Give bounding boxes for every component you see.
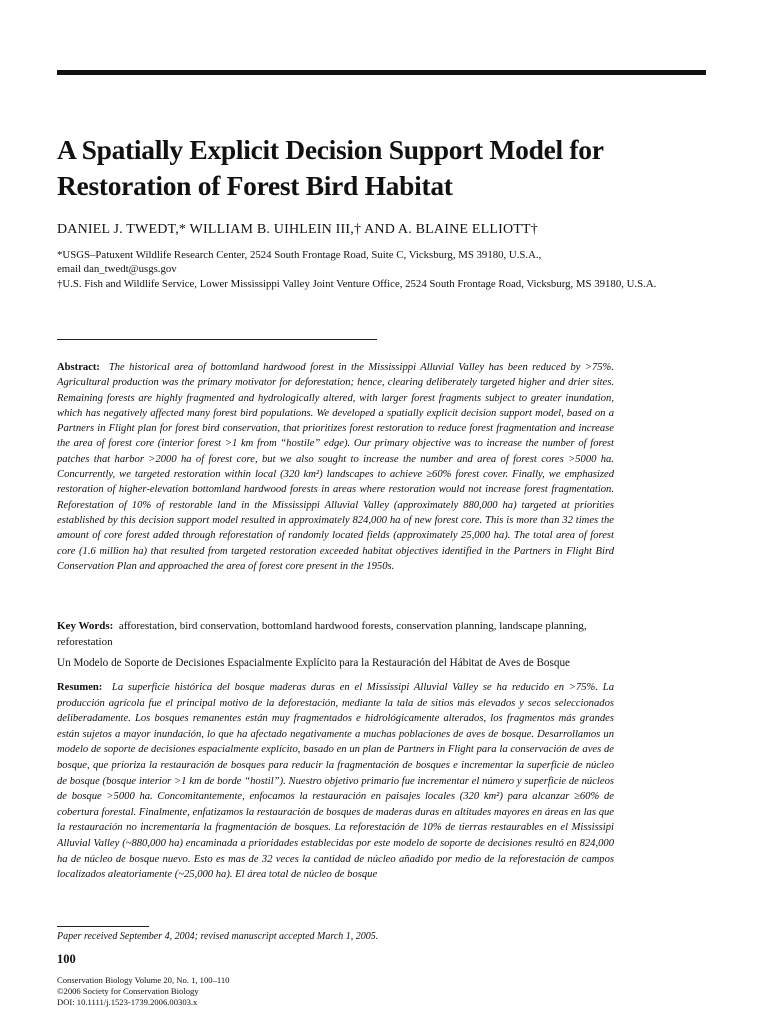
section-divider (57, 339, 377, 340)
abstract-label: Abstract: (57, 362, 100, 373)
doi-line: DOI: 10.1111/j.1523-1739.2006.00303.x (57, 997, 198, 1007)
resumen (57, 680, 614, 896)
journal-citation: Conservation Biology Volume 20, No. 1, 100–110 (57, 975, 230, 985)
copyright-line: ©2006 Society for Conservation Biology (57, 986, 199, 996)
resumen-text: La superficie histórica del bosque maderas duras en el Mississipi Alluvial Valley se ha reducido en >75%. La producción agrícola fue el principal motivo de la deforestación, mediante la tala de sitios más elevados y secos seleccionados deliberadamente. Los bosques remanentes están muy fragmentados e hidrológicamente alterados, los fragmentos más grandes están sujetos a mayor inundación, lo que ha afectado negativamente a muchas poblaciones de aves de bosque. Desarrollamos un modelo de soporte de decisiones espacialmente explícito, basado en un plan de Partners in Flight para la conservación de aves de bosque, que prioriza la restauración de bosques para reducir la fragmentación de bosques e incrementar la superficie de núcleo de bosque (bosque interior >1 km de borde “hostil”). Nuestro objetivo primario fue incrementar el número y superficie de núcleos de bosque >5000 ha. Concomitantemente, enfocamos la restauración en paisajes locales (320 km²) para alcanzar ≥60% de cobertura forestal. Finalmente, enfatizamos la restauración de bosques de maderas duras en altitudes mayores en áreas en las que la restauración no incrementaría la fragmentación de bosques. La reforestación de 10% de tierras restaurables en el Mississipi Alluvial Valley (~880,000 ha) encaminada a prioridades establecidas por este modelo de soporte de decisiones resultó en 824,000 ha de núcleo de bosque nuevo. Esto es mas de 32 veces la cantidad de núcleo añadido por medio de la reforestación de campos localizados aleatoriamente (~25,000 ha). El área total de núcleo de bosque (57, 682, 614, 881)
keywords-label: Key Words: (57, 620, 114, 632)
paper-title: A Spatially Explicit Decision Support Model for Restoration of Forest Bird Habitat (57, 134, 604, 201)
author-list: DANIEL J. TWEDT,* WILLIAM B. UIHLEIN III,† AND A. BLAINE ELLIOTT† (57, 222, 538, 237)
keywords-text: afforestation, bird conservation, bottomland hardwood forests, conservation planning, landscape planning, reforestation (57, 620, 587, 648)
received-note: Paper received September 4, 2004; revised manuscript accepted March 1, 2005. (57, 931, 379, 942)
spanish-title: Un Modelo de Soporte de Decisiones Espacialmente Explícito para la Restauración del Hábitat de Aves de Bosque (57, 657, 571, 669)
affiliation-1-line-2: email dan_twedt@usgs.gov (57, 263, 177, 275)
keywords (57, 618, 614, 650)
abstract (57, 360, 614, 574)
abstract-text: The historical area of bottomland hardwood forest in the Mississippi Alluvial Valley has been reduced by >75%. Agricultural production was the primary motivator for deforestation; hence, clearing deliberately targeted higher and drier sites. Remaining forests are highly fragmented and hydrologically altered, with larger forest fragments subject to greater inundation, which has negatively affected many forest bird populations. We developed a spatially explicit decision support model, based on a Partners in Flight plan for forest bird conservation, that prioritizes forest restoration to reduce forest fragmentation and increase the area of forest core (interior forest >1 km from “hostile” edge). Our primary objective was to increase the number of forest patches that harbor >2000 ha of forest core, but we also sought to increase the number and area of forest cores >5000 ha. Concurrently, we targeted restoration within local (320 km²) landscapes to achieve ≥60% forest cover. Finally, we emphasized restoration of higher-elevation bottomland hardwood forests in areas where restoration would not increase forest fragmentation. Reforestation of 10% of restorable land in the Mississippi Alluvial Valley (approximately 880,000 ha) targeted at priorities established by this decision support model resulted in approximately 824,000 ha of new forest core. This is more than 32 times the amount of core forest added through reforestation of randomly located fields (approximately 25,000 ha). The total area of forest core (1.6 million ha) that resulted from targeted restoration exceeded habitat objectives identified in the Partners in Flight Bird Conservation Plan and approached the area of forest core present in the 1950s. (57, 362, 615, 572)
affiliation-1-line-1: *USGS–Patuxent Wildlife Research Center, 2524 South Frontage Road, Suite C, Vicksburg, MS 39180, U.S.A., (57, 249, 542, 261)
resumen-label: Resumen: (57, 682, 103, 693)
page-number: 100 (57, 952, 76, 966)
footnote-rule (57, 926, 149, 927)
affiliation-2: †U.S. Fish and Wildlife Service, Lower Mississippi Valley Joint Venture Office, 2524 South Frontage Road, Vicksburg, MS 39180, U.S.A. (57, 278, 657, 290)
top-rule (57, 70, 706, 75)
